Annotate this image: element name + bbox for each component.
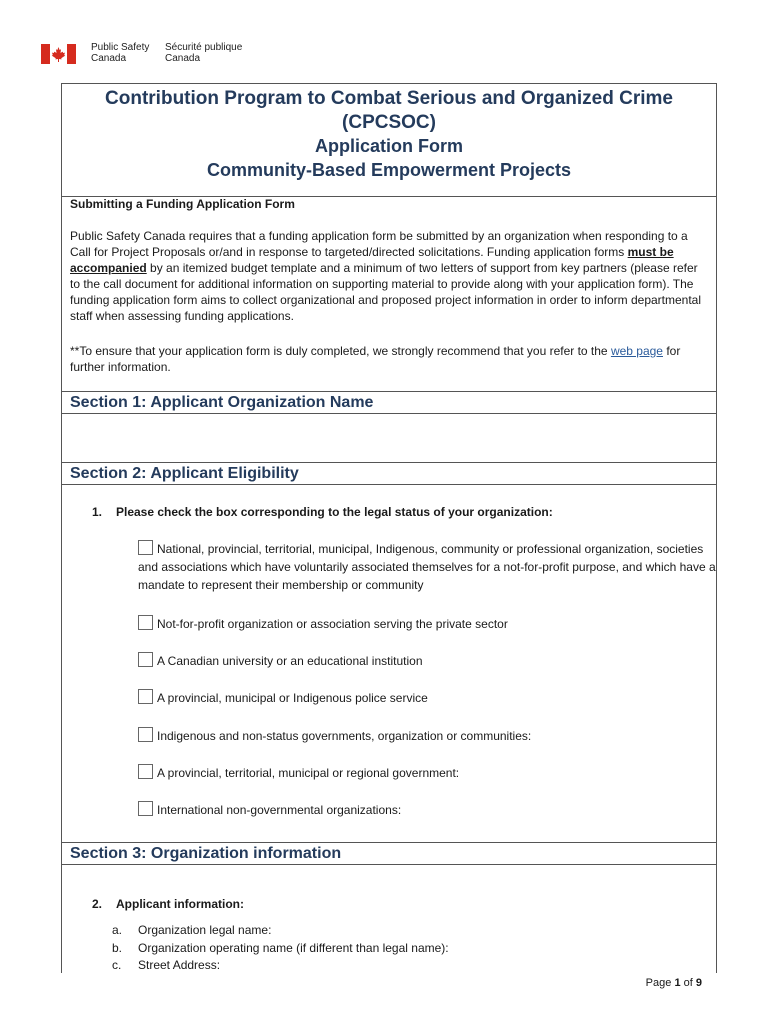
department-name-en: Public Safety Canada [91,42,150,64]
checkbox[interactable] [138,727,153,742]
submitting-heading: Submitting a Funding Application Form [70,197,295,211]
divider [62,391,716,392]
option-university: A Canadian university or an educational institution [138,652,716,670]
divider [62,842,716,843]
page-number: Page 1 of 9 [645,977,702,989]
checkbox[interactable] [138,764,153,779]
canada-flag-icon [41,44,76,64]
section-2-heading: Section 2: Applicant Eligibility [70,465,299,482]
checkbox[interactable] [138,652,153,667]
checkbox[interactable] [138,801,153,816]
section-1-heading: Section 1: Applicant Organization Name [70,394,374,411]
checkbox[interactable] [138,615,153,630]
program-title: Contribution Program to Combat Serious and Organized Crime (CPCSOC) [105,88,673,133]
web-page-link[interactable]: web page [610,344,663,358]
divider [62,462,716,463]
divider [62,484,716,485]
field-street-address[interactable]: c. Street Address: [112,958,221,972]
question-1: 1. Please check the box corresponding to the legal status of your organization: [92,505,553,519]
divider [62,864,716,865]
option-international-ngo: International non-governmental organizations: [138,801,716,819]
section-3-heading: Section 3: Organization information [70,845,342,862]
note-paragraph: **To ensure that your application form is duly completed, we strongly recommend that you refer to the web page for further information. [70,344,681,374]
must-be-accompanied: must be accompanied [70,245,674,275]
field-operating-name[interactable]: b. Organization operating name (if different than legal name): [112,941,449,955]
form-title: Application Form [315,136,463,156]
organization-name-field[interactable] [62,414,716,462]
option-not-for-profit: Not-for-profit organization or association serving the private sector [138,615,716,633]
checkbox[interactable] [138,689,153,704]
question-2: 2. Applicant information: [92,897,244,911]
intro-paragraph: Public Safety Canada requires that a funding application form be submitted by an organization when responding to a Call for Project Proposals or/and in response to targeted/directed solicitations. Funding application forms must be accompanied by an itemized budget template and a minimum of two letters of support from key partners (please refer to the call document for additional information on supporting material to provide along with your application form). The funding application form aims to collect organizational and proposed project information in order to inform departmental staff when assessing funding applications. [70,229,702,323]
option-national-organization: National, provincial, territorial, municipal, Indigenous, community or professional organization, societies and associations which have voluntarily associated themselves for a not-for-profit purpose, and which have a mandate to represent their membership or community [138,542,716,592]
checkbox[interactable] [138,540,153,555]
option-police-service: A provincial, municipal or Indigenous police service [138,689,716,707]
form-frame [61,83,717,973]
form-subtitle: Community-Based Empowerment Projects [206,160,572,180]
option-indigenous-governments: Indigenous and non-status governments, organization or communities: [138,727,716,745]
field-legal-name[interactable]: a. Organization legal name: [112,923,272,937]
department-name-fr: Sécurité publique Canada [165,42,243,64]
option-regional-government: A provincial, territorial, municipal or regional government: [138,764,716,782]
